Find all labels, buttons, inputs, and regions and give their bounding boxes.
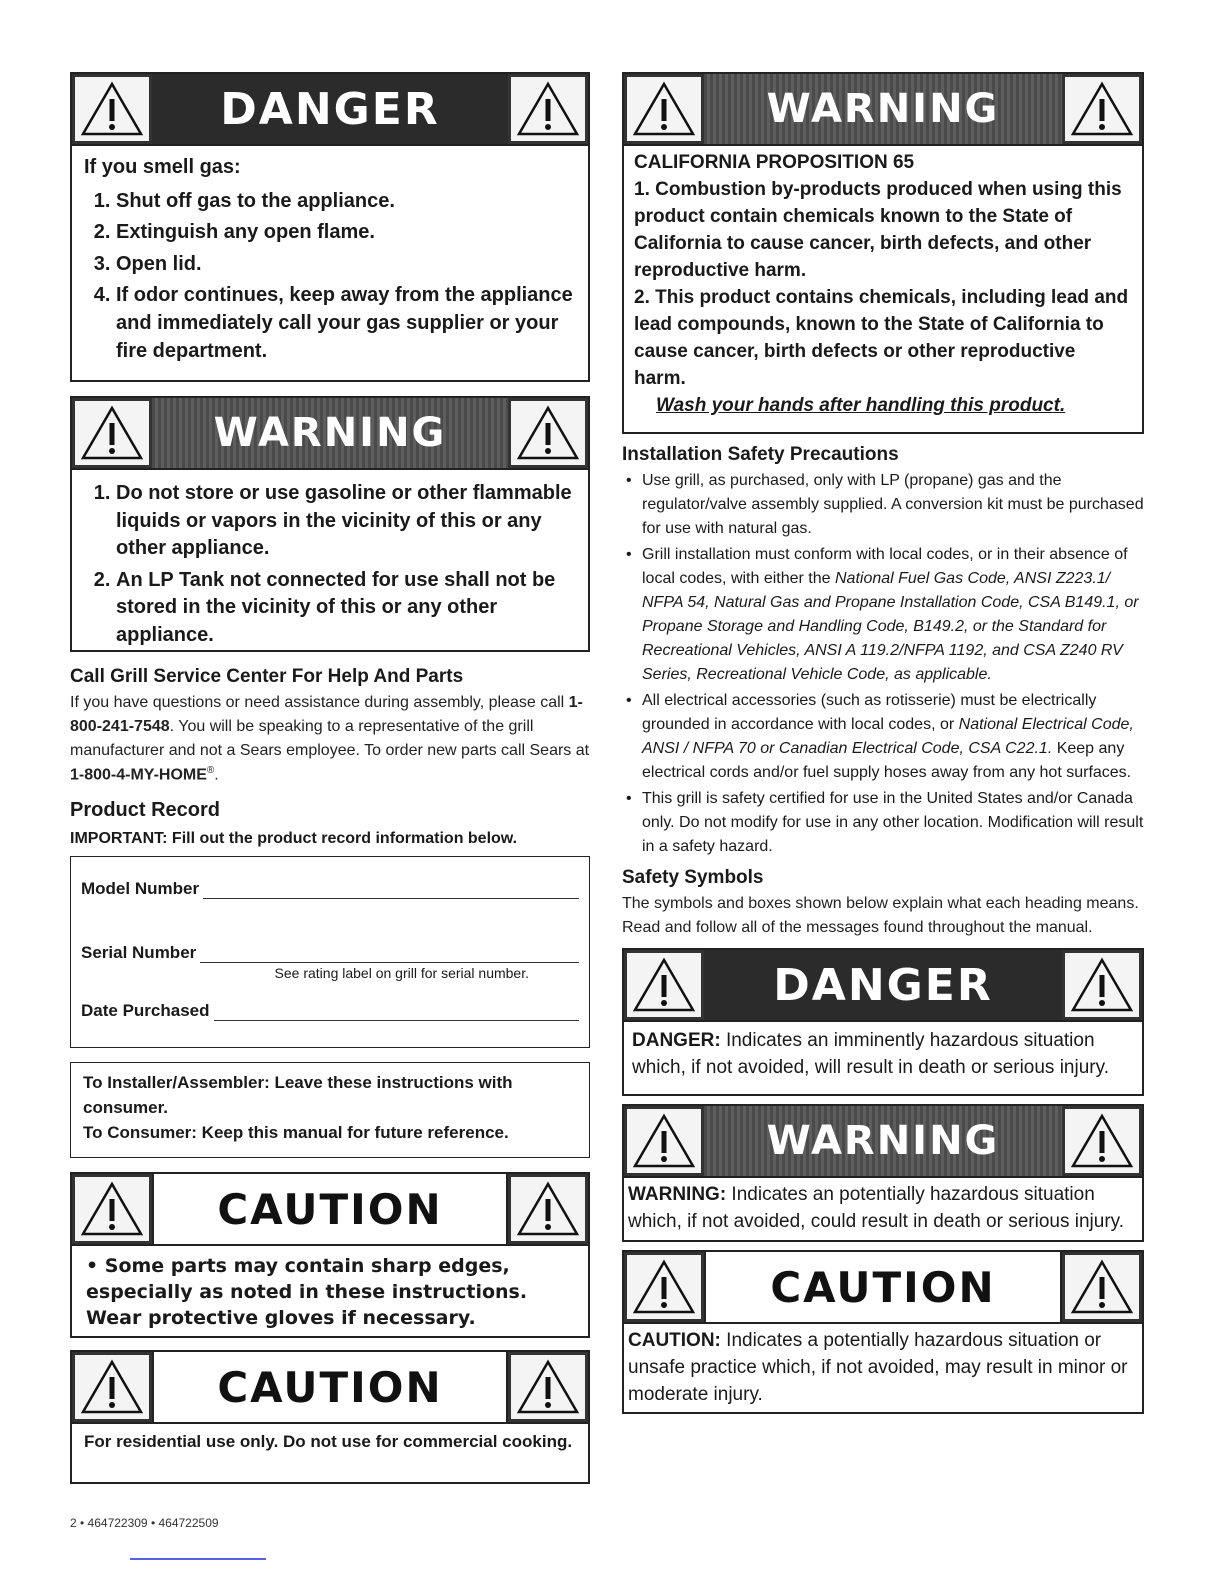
date-purchased-field[interactable]: [214, 1019, 580, 1021]
gas-steps: [84, 188, 576, 366]
symbol-warning-box: [622, 1104, 1144, 1242]
danger-gas-box: [70, 72, 590, 382]
warning-signal-word: WARNING: [704, 1106, 1062, 1176]
model-number-row: [81, 879, 579, 899]
warning-triangle-icon: [508, 398, 588, 468]
warning-triangle-icon: [1062, 1252, 1142, 1322]
safety-symbols-section: [622, 867, 1144, 940]
consumer-note-line: To Consumer: Keep this manual for future reference.: [83, 1122, 509, 1142]
installation-list: [622, 469, 1144, 859]
service-heading: Call Grill Service Center For Help And Parts: [70, 666, 464, 687]
warning-triangle-icon: [508, 74, 588, 144]
serial-number-field[interactable]: [200, 961, 579, 963]
caution-banner: [72, 1352, 588, 1424]
residential-text: For residential use only. Do not use for commercial cooking.: [84, 1432, 573, 1452]
storage-step: 2. An LP Tank not connected for use shall not be stored in the vicinity of this or any other appliance.: [116, 567, 572, 650]
warning-signal-word: WARNING: [152, 398, 508, 468]
caution-signal-word: CAUTION: [152, 1174, 508, 1244]
sharp-edges-text: • Some parts may contain sharp edges, especially as noted in these instructions. Wear protective gloves if necessary.: [86, 1255, 528, 1329]
danger-banner: [624, 950, 1142, 1022]
footer-accent-line: [130, 1558, 266, 1560]
gas-intro: If you smell gas:: [84, 156, 241, 178]
product-record-important: IMPORTANT: Fill out the product record information below.: [70, 830, 518, 848]
warning-triangle-icon: [72, 398, 152, 468]
installer-note-line: To Installer/Assembler: Leave these instructions with consumer.: [83, 1073, 513, 1117]
danger-signal-word: DANGER: [704, 950, 1062, 1020]
warning-triangle-icon: [508, 1174, 588, 1244]
product-record-heading: Product Record: [70, 799, 221, 822]
warning-banner: [624, 74, 1142, 146]
model-number-field[interactable]: [203, 897, 579, 899]
service-section: [70, 666, 590, 787]
prop65-item: 1. Combustion by-products produced when using this product contain chemicals known to the State of California to cause cancer, birth defects, and other reproductive harm.: [634, 178, 1122, 281]
gas-step: 3. Open lid.: [116, 251, 576, 279]
warning-triangle-icon: [1062, 950, 1142, 1020]
serial-number-label: Serial Number: [81, 943, 197, 963]
gas-step: 4. If odor continues, keep away from the appliance and immediately call your gas supplier or your fire department.: [116, 282, 576, 365]
caution-residential-box: [70, 1350, 590, 1484]
caution-definition: CAUTION: Indicates a potentially hazardous situation or unsafe practice which, if not avoided, may result in minor or moderate injury.: [628, 1330, 1128, 1405]
caution-signal-word: CAUTION: [152, 1352, 508, 1422]
parts-phone: 1-800-4-MY-HOME: [70, 766, 207, 784]
warning-triangle-icon: [624, 74, 704, 144]
prop65-title: CALIFORNIA PROPOSITION 65: [634, 152, 915, 173]
right-column: [622, 72, 1144, 1414]
prop65-item: 2. This product contains chemicals, including lead and lead compounds, known to the State of California to cause cancer, birth defects or other reproductive harm.: [634, 286, 1129, 389]
warning-banner: [72, 398, 588, 470]
date-purchased-row: [81, 1001, 579, 1021]
caution-sharp-edges-box: [70, 1172, 590, 1338]
installation-heading: Installation Safety Precautions: [622, 444, 899, 465]
warning-triangle-icon: [624, 1106, 704, 1176]
page-footer: 2 • 464722309 • 464722509: [70, 1516, 219, 1530]
service-text: If you have questions or need assistance during assembly, please call 1-800-241-7548. You will be speaking to a representative of the grill manufacturer and not a Sears employee. To order new parts call Sears at 1-800-4-MY-HOME®.: [70, 694, 590, 784]
warning-triangle-icon: [72, 74, 152, 144]
warning-triangle-icon: [1062, 1106, 1142, 1176]
product-record-section: [70, 799, 590, 1048]
left-column: [70, 72, 590, 1484]
warning-banner: [624, 1106, 1142, 1178]
model-number-label: Model Number: [81, 879, 200, 899]
safety-symbols-heading: Safety Symbols: [622, 867, 764, 888]
warning-definition: WARNING: Indicates an potentially hazardous situation which, if not avoided, could result in death or serious injury.: [628, 1184, 1125, 1232]
installation-item: • Use grill, as purchased, only with LP (propane) gas and the regulator/valve assembly supplied. A conversion kit must be purchased for use with natural gas.: [642, 469, 1144, 541]
gas-step: 1. Shut off gas to the appliance.: [116, 188, 576, 216]
installer-note-box: [70, 1062, 590, 1158]
serial-hint: See rating label on grill for serial number.: [274, 965, 529, 982]
storage-step: 1. Do not store or use gasoline or other flammable liquids or vapors in the vicinity of this or any other appliance.: [116, 480, 572, 563]
installation-item: • All electrical accessories (such as rotisserie) must be electrically grounded in accordance with local codes, or National Electrical Code, ANSI / NFPA 70 or Canadian Electrical Code, CSA C22.1. Keep any electrical cords and/or fuel supply hoses away from any hot surfaces.: [642, 689, 1144, 785]
installation-item: • This grill is safety certified for use in the United States and/or Canada only. Do not modify for use in any other location. Modification will result in a safety hazard.: [642, 787, 1144, 859]
warning-signal-word: WARNING: [704, 74, 1062, 144]
danger-banner: [72, 74, 588, 146]
danger-signal-word: DANGER: [152, 74, 508, 144]
product-record-form: [70, 856, 590, 1048]
warning-storage-box: [70, 396, 590, 652]
installation-item: • Grill installation must conform with local codes, or in their absence of local codes, with either the National Fuel Gas Code, ANSI Z223.1/ NFPA 54, Natural Gas and Propane Installation Code, CSA B149.1, or Propane Storage and Handling Code, B149.2, or the Standard for Recreational Vehicles, ANSI A 119.2/NFPA 1192, and CSA Z240 RV Series, Recreational Vehicle Code, as applicable.: [642, 543, 1144, 687]
warning-triangle-icon: [72, 1352, 152, 1422]
warning-triangle-icon: [508, 1352, 588, 1422]
serial-number-row: [81, 943, 579, 963]
warning-triangle-icon: [72, 1174, 152, 1244]
warning-triangle-icon: [624, 1252, 704, 1322]
storage-steps: [86, 480, 572, 650]
caution-banner: [72, 1174, 588, 1246]
installation-section: [622, 444, 1144, 859]
symbol-danger-box: [622, 948, 1144, 1096]
service-phone: 1-800-241-7548: [70, 694, 583, 735]
gas-step: 2. Extinguish any open flame.: [116, 219, 576, 247]
date-purchased-label: Date Purchased: [81, 1001, 210, 1021]
warning-triangle-icon: [1062, 74, 1142, 144]
safety-symbols-text: The symbols and boxes shown below explain what each heading means. Read and follow all of the messages found throughout the manual.: [622, 895, 1139, 936]
prop65-warning-box: [622, 72, 1144, 434]
caution-signal-word: CAUTION: [704, 1252, 1062, 1322]
wash-hands-notice: Wash your hands after handling this product.: [656, 394, 1066, 416]
warning-triangle-icon: [624, 950, 704, 1020]
danger-definition: DANGER: Indicates an imminently hazardous situation which, if not avoided, will result in death or serious injury.: [632, 1030, 1109, 1078]
symbol-caution-box: [622, 1250, 1144, 1414]
caution-banner: [624, 1252, 1142, 1324]
